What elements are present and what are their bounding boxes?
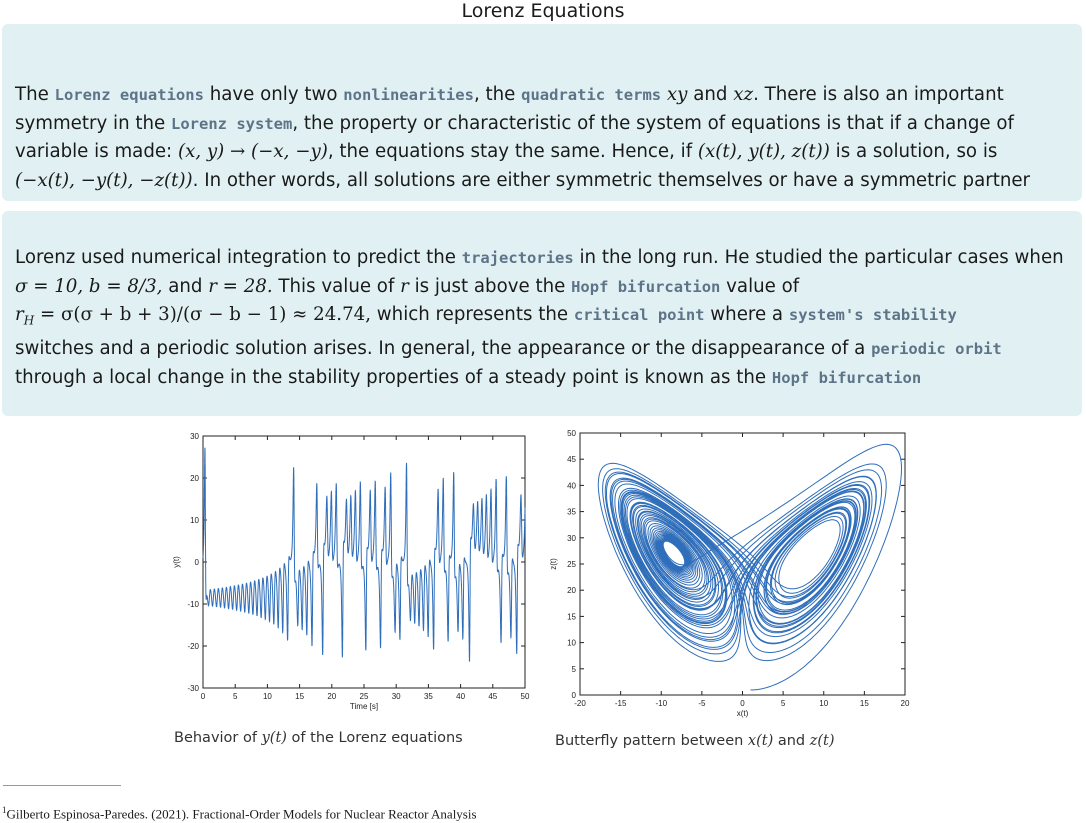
keyword-hopf-bifurcation-1[interactable]: Hopf bifurcation xyxy=(571,277,721,296)
symmetry-note-box xyxy=(2,24,1082,201)
keyword-system-stability[interactable]: system's stability xyxy=(788,306,957,325)
keyword-lorenz-system[interactable]: Lorenz system xyxy=(171,114,293,133)
para1-line3: variable is made: (x, y) → (−x, −y), the equations stay the same. Hence, if (x(t), y(t), z(t)) is a solution, so is xyxy=(15,141,998,163)
chart1-y-tick-label: 30 xyxy=(190,432,199,441)
chart1-x-tick-label: 5 xyxy=(232,692,238,701)
math-symmetric-solution: (−x(t), −y(t), −z(t)) xyxy=(15,169,193,191)
keyword-quadratic-terms[interactable]: quadratic terms xyxy=(521,86,662,104)
chart1-y-tick-label: -20 xyxy=(187,642,199,651)
chart2-y-tick-label: 25 xyxy=(567,560,576,569)
para2-line3: $r_H = \sigma(\sigma + b + 3)/(\sigma - b - 1) \approx 24.74$, which represents the critical point where a system's stability xyxy=(15,304,957,328)
chart2-y-tick-label: 5 xyxy=(571,664,576,674)
math-r: r xyxy=(400,275,409,297)
chart2-y-tick-label: 45 xyxy=(567,455,576,465)
keyword-critical-point[interactable]: critical point xyxy=(573,306,705,325)
keyword-periodic-orbit[interactable]: periodic orbit xyxy=(871,340,1002,359)
chart2-x-tick-label: 5 xyxy=(780,699,786,708)
chart1-y-tick-label: -10 xyxy=(187,600,199,609)
math-solution: (x(t), y(t), z(t)) xyxy=(697,141,830,163)
chart2-x-tick-label: 15 xyxy=(859,699,869,708)
chart1-y-tick-label: 10 xyxy=(190,516,199,525)
math-symmetry-map: (x, y) → (−x, −y) xyxy=(177,141,328,163)
math-r-value: r = 28. xyxy=(208,275,273,297)
figure1-caption: Behavior of y(t) of the Lorenz equations xyxy=(174,730,463,746)
chart1-x-tick-label: 25 xyxy=(359,692,369,701)
chart2-x-tick-label: -15 xyxy=(614,699,627,708)
para1-line1: The Lorenz equations have only two nonlinearities, the quadratic terms xy and xz. There is also an important xyxy=(15,84,1004,105)
para2-line2: σ = 10, b = 8/3, and r = 28. This value of r is just above the Hopf bifurcation value of xyxy=(15,275,800,297)
figure2-caption: Butterfly pattern between x(t) and z(t) xyxy=(555,733,835,749)
hopf-note-box xyxy=(2,211,1082,416)
chart1-x-tick-label: 20 xyxy=(327,692,337,701)
para2-line4: switches and a periodic solution arises. In general, the appearance or the disappearance of a periodic orbit xyxy=(15,338,1002,360)
chart2-y-tick-label: 40 xyxy=(567,481,576,491)
chart2-x-tick-label: 20 xyxy=(900,699,910,708)
yt-time-series-chart xyxy=(165,428,540,723)
page-title: Lorenz Equations xyxy=(461,0,625,22)
chart1-x-tick-label: 50 xyxy=(520,692,530,701)
chart2-x-tick-label: 0 xyxy=(740,699,745,708)
chart1-y-tick-label: 0 xyxy=(194,558,199,567)
math-xz: xz xyxy=(733,84,754,105)
chart1-x-tick-label: 45 xyxy=(488,692,498,701)
para2-line1: Lorenz used numerical integration to predict the trajectories in the long run. He studied the particular cases when xyxy=(15,247,1064,268)
keyword-lorenz-equations[interactable]: Lorenz equations xyxy=(54,86,204,104)
chart2-x-tick-label: -5 xyxy=(698,699,706,708)
chart2-y-tick-label: 15 xyxy=(567,612,576,622)
butterfly-attractor-chart xyxy=(548,425,918,725)
chart2-y-axis-label: z(t) xyxy=(549,558,558,570)
chart1-x-tick-label: 10 xyxy=(262,692,272,701)
chart2-y-tick-label: 0 xyxy=(571,691,576,700)
para1-line4: (−x(t), −y(t), −z(t)). In other words, all solutions are either symmetric themselves or have a symmetric partner xyxy=(15,169,1031,191)
chart1-y-axis-label: y(t) xyxy=(172,556,181,568)
footnote-divider xyxy=(3,785,121,786)
math-xy: xy xyxy=(666,84,688,105)
chart2-x-tick-label: 10 xyxy=(819,699,829,708)
keyword-hopf-bifurcation-2[interactable]: Hopf bifurcation xyxy=(771,369,922,388)
chart1-x-tick-label: 0 xyxy=(200,692,206,701)
chart2-x-tick-label: -10 xyxy=(655,699,668,708)
chart1-x-tick-label: 30 xyxy=(391,692,401,701)
chart1-y-tick-label: 20 xyxy=(190,474,199,483)
chart1-x-tick-label: 35 xyxy=(423,692,433,701)
chart1-y-tick-label: -30 xyxy=(187,684,199,693)
math-rh-formula: $r_H = \sigma(\sigma + b + 3)/(\sigma - b - 1) \approx 24.74$, xyxy=(15,304,372,328)
chart2-y-tick-label: 50 xyxy=(567,429,576,438)
chart2-y-tick-label: 30 xyxy=(567,533,576,543)
footnote: $^1$Gilberto Espinosa-Paredes. (2021). Fractional-Order Models for Nuclear Reactor Analysis xyxy=(2,805,477,822)
chart2-x-axis-label: x(t) xyxy=(736,709,749,718)
para2-line5: through a local change in the stability properties of a steady point is known as the Hopf bifurcation xyxy=(15,367,922,389)
keyword-trajectories[interactable]: trajectories xyxy=(461,249,574,267)
chart1-plot-area xyxy=(203,436,525,688)
chart1-x-tick-label: 15 xyxy=(295,692,305,701)
chart2-x-tick-label: -20 xyxy=(574,699,586,708)
chart1-x-axis-label: Time [s] xyxy=(349,702,379,711)
chart2-y-tick-label: 20 xyxy=(567,586,576,596)
para1-line2: symmetry in the Lorenz system, the property or characteristic of the system of equations is that if a change of xyxy=(15,112,1014,134)
chart1-x-tick-label: 40 xyxy=(456,692,466,701)
keyword-nonlinearities[interactable]: nonlinearities xyxy=(343,86,474,104)
chart2-y-tick-label: 10 xyxy=(567,638,576,648)
chart2-y-tick-label: 35 xyxy=(567,507,576,517)
math-parameters: σ = 10, b = 8/3, xyxy=(15,275,163,297)
